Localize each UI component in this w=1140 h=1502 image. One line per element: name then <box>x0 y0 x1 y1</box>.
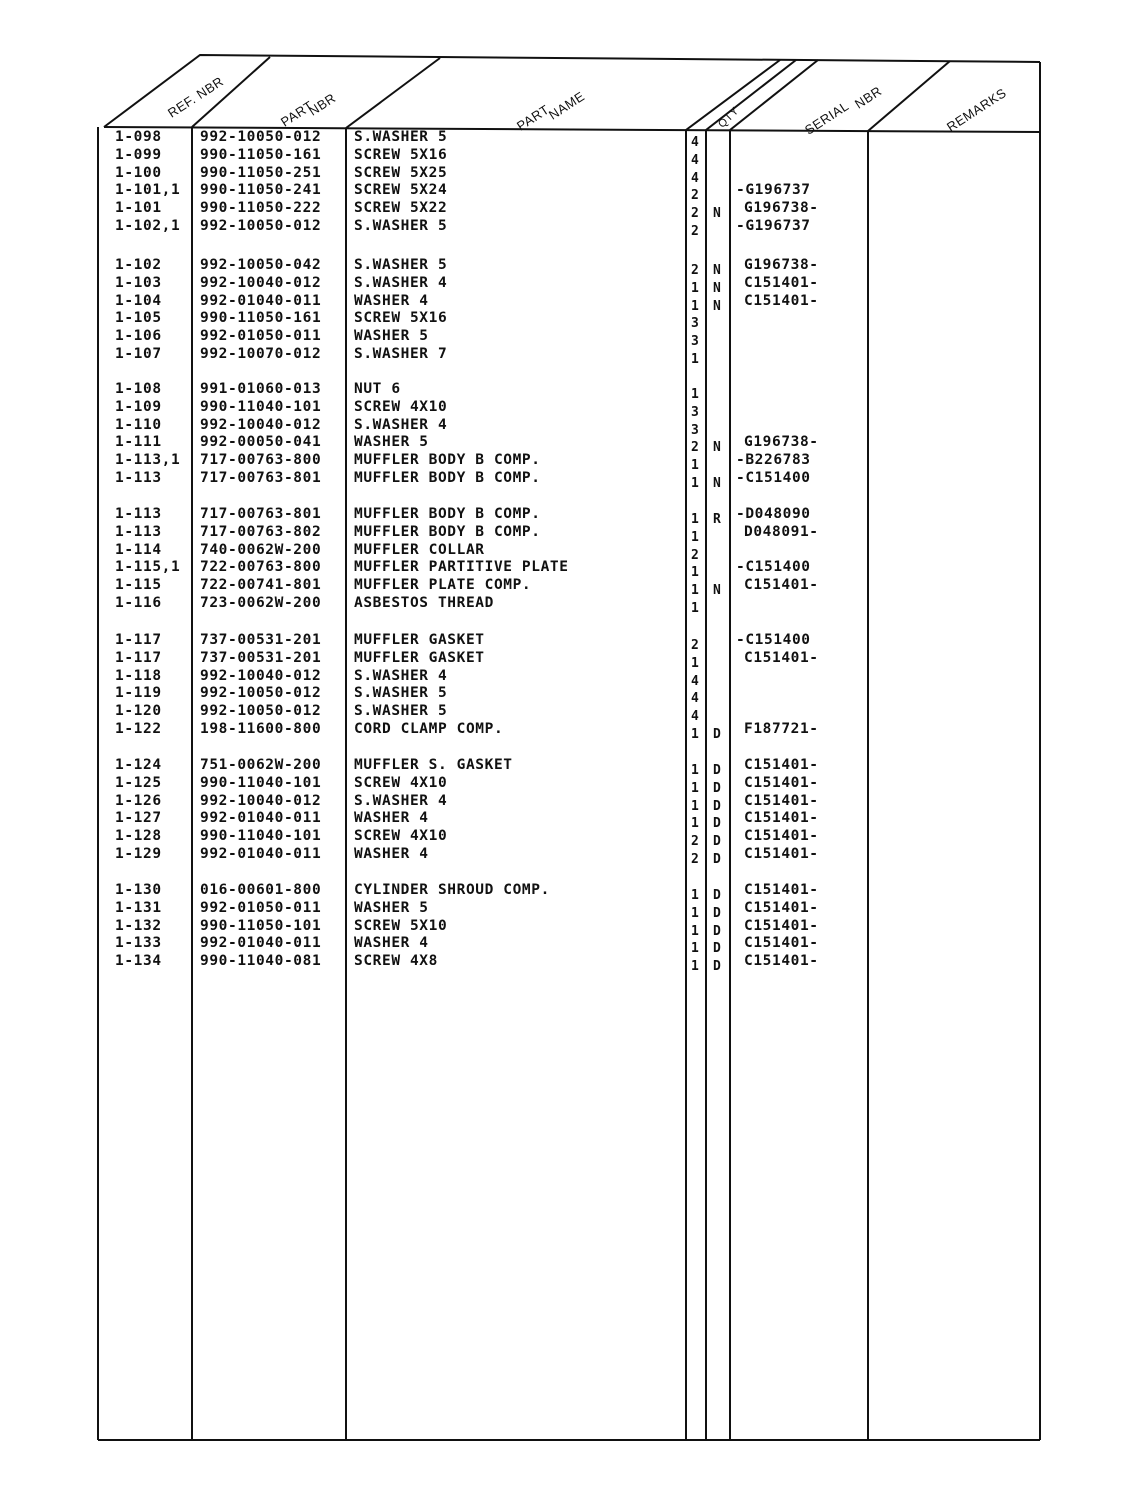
serial-nbr-cell: D048091- <box>744 523 819 540</box>
qty-cell: 1 <box>691 512 700 527</box>
ref-nbr-cell: 1-109 <box>115 398 162 415</box>
part-nbr-cell: 992-01040-011 <box>200 846 322 862</box>
part-name-cell: SCREW 5X10 <box>354 917 448 934</box>
qty-cell: 3 <box>691 316 700 332</box>
ref-nbr-cell: 1-110 <box>115 416 162 433</box>
part-nbr-cell: 198-11600-800 <box>200 721 322 737</box>
part-nbr-cell: 990-11040-081 <box>200 953 322 970</box>
part-nbr-cell: 992-10040-012 <box>200 416 322 433</box>
change-code-cell: N <box>713 263 722 278</box>
part-name-cell: SCREW 4X8 <box>354 953 438 970</box>
change-code-cell: N <box>713 298 722 314</box>
part-nbr-cell: 992-10050-012 <box>200 129 322 145</box>
part-name-cell: ASBESTOS THREAD <box>354 595 494 611</box>
serial-nbr-cell: C151401- <box>744 882 819 898</box>
ref-nbr-cell: 1-131 <box>115 899 162 916</box>
qty-cell: 1 <box>691 798 700 814</box>
qty-cell: 3 <box>691 422 700 438</box>
part-nbr-cell: 722-00763-800 <box>200 559 322 576</box>
qty-cell: 1 <box>691 763 700 778</box>
part-nbr-cell: 992-10070-012 <box>200 346 322 362</box>
part-nbr-cell: 722-00741-801 <box>200 577 322 594</box>
qty-cell: 1 <box>691 565 700 581</box>
qty-cell: 1 <box>691 959 700 975</box>
part-name-cell: S.WASHER 5 <box>354 129 448 145</box>
part-name-cell: SCREW 5X22 <box>354 200 448 217</box>
part-nbr-cell: 990-11050-161 <box>200 310 322 327</box>
change-code-cell: N <box>713 280 722 296</box>
part-nbr-cell: 990-11050-101 <box>200 917 322 934</box>
qty-cell: 2 <box>691 834 700 850</box>
qty-cell: 3 <box>691 334 700 350</box>
part-name-cell: MUFFLER PARTITIVE PLATE <box>354 559 569 576</box>
ref-nbr-cell: 1-115 <box>115 577 162 594</box>
qty-cell: 2 <box>691 852 700 867</box>
qty-cell: 1 <box>691 298 700 314</box>
part-name-cell: MUFFLER BODY B COMP. <box>354 523 541 540</box>
ref-nbr-cell: 1-107 <box>115 346 162 362</box>
part-nbr-cell: 990-11050-241 <box>200 182 322 199</box>
qty-cell: 4 <box>691 691 700 707</box>
ref-nbr-cell: 1-113,1 <box>115 452 181 469</box>
change-code-cell: N <box>713 476 722 491</box>
serial-nbr-cell: G196738- <box>744 257 819 273</box>
part-nbr-cell: 717-00763-802 <box>200 523 322 540</box>
qty-cell: 1 <box>691 941 700 957</box>
serial-nbr-cell: C151401- <box>744 953 819 970</box>
ref-nbr-cell: 1-133 <box>115 935 162 952</box>
serial-nbr-cell: -D048090 <box>736 506 811 522</box>
part-nbr-cell: 717-00763-801 <box>200 506 322 522</box>
ref-nbr-cell: 1-108 <box>115 381 162 397</box>
serial-nbr-cell: -C151400 <box>736 470 811 486</box>
ref-nbr-cell: 1-100 <box>115 164 162 181</box>
change-code-cell: D <box>713 834 722 850</box>
part-name-cell: WASHER 4 <box>354 810 429 827</box>
part-name-cell: MUFFLER BODY B COMP. <box>354 506 541 522</box>
header-ref-nbr: REF. NBR <box>165 73 227 121</box>
ref-nbr-cell: 1-117 <box>115 649 162 666</box>
change-code-cell: D <box>713 905 722 921</box>
header-qty: QTY <box>716 104 742 131</box>
ref-nbr-cell: 1-128 <box>115 828 162 845</box>
part-nbr-cell: 992-10050-012 <box>200 218 322 234</box>
qty-cell: 1 <box>691 727 700 742</box>
part-nbr-cell: 992-10040-012 <box>200 792 322 809</box>
ref-nbr-cell: 1-102 <box>115 257 162 273</box>
serial-nbr-cell: G196738- <box>744 200 819 217</box>
ref-nbr-cell: 1-124 <box>115 757 162 773</box>
header-part-nbr-part: PART <box>278 97 316 130</box>
change-code-cell: N <box>713 583 722 599</box>
qty-cell: 1 <box>691 923 700 939</box>
serial-nbr-cell: C151401- <box>744 828 819 845</box>
qty-cell: 1 <box>691 816 700 832</box>
part-name-cell: MUFFLER GASKET <box>354 632 485 648</box>
header-serial-nbr-serial: SERIAL <box>802 98 852 138</box>
ref-nbr-cell: 1-104 <box>115 292 162 309</box>
qty-cell: 2 <box>691 224 700 239</box>
header-part-name-part: PART <box>514 101 552 134</box>
serial-nbr-cell: G196738- <box>744 434 819 451</box>
part-nbr-cell: 991-01060-013 <box>200 381 322 397</box>
serial-nbr-cell: -C151400 <box>736 559 811 576</box>
qty-cell: 1 <box>691 888 700 903</box>
change-code-cell: D <box>713 816 722 832</box>
ref-nbr-cell: 1-106 <box>115 328 162 345</box>
part-nbr-cell: 992-10050-042 <box>200 257 322 273</box>
change-code-cell: D <box>713 941 722 957</box>
qty-cell: 2 <box>691 188 700 204</box>
header-part-name-name: NAME <box>546 88 588 123</box>
qty-cell: 3 <box>691 404 700 420</box>
ref-nbr-cell: 1-101,1 <box>115 182 181 199</box>
part-name-cell: MUFFLER GASKET <box>354 649 485 666</box>
qty-cell: 4 <box>691 152 700 168</box>
serial-nbr-cell: C151401- <box>744 792 819 809</box>
qty-cell: 1 <box>691 387 700 402</box>
ref-nbr-cell: 1-099 <box>115 146 162 163</box>
ref-nbr-cell: 1-130 <box>115 882 162 898</box>
part-name-cell: S.WASHER 5 <box>354 685 448 702</box>
change-code-cell: D <box>713 780 722 796</box>
part-nbr-cell: 992-01050-011 <box>200 328 322 345</box>
ref-nbr-cell: 1-101 <box>115 200 162 217</box>
part-nbr-cell: 737-00531-201 <box>200 649 322 666</box>
qty-cell: 1 <box>691 905 700 921</box>
part-name-cell: WASHER 4 <box>354 846 429 862</box>
ref-nbr-cell: 1-102,1 <box>115 218 181 234</box>
part-name-cell: S.WASHER 5 <box>354 703 448 720</box>
ref-nbr-cell: 1-129 <box>115 846 162 862</box>
qty-cell: 2 <box>691 547 700 563</box>
change-code-cell: N <box>713 206 722 222</box>
serial-nbr-cell: -C151400 <box>736 632 811 648</box>
qty-cell: 1 <box>691 280 700 296</box>
part-nbr-cell: 990-11050-251 <box>200 164 322 181</box>
change-code-cell: N <box>713 440 722 456</box>
part-nbr-cell: 992-10050-012 <box>200 685 322 702</box>
ref-nbr-cell: 1-113 <box>115 470 162 486</box>
qty-cell: 1 <box>691 583 700 599</box>
qty-cell: 1 <box>691 529 700 545</box>
change-code-cell: R <box>713 512 722 527</box>
ref-nbr-cell: 1-103 <box>115 274 162 291</box>
qty-cell: 2 <box>691 206 700 222</box>
header-remarks: REMARKS <box>944 85 1010 135</box>
part-name-cell: SCREW 5X25 <box>354 164 448 181</box>
part-nbr-cell: 990-11040-101 <box>200 828 322 845</box>
ref-nbr-cell: 1-117 <box>115 632 162 648</box>
ref-nbr-cell: 1-116 <box>115 595 162 611</box>
change-code-cell: D <box>713 852 722 867</box>
part-name-cell: CYLINDER SHROUD COMP. <box>354 882 550 898</box>
qty-cell: 4 <box>691 673 700 689</box>
ref-nbr-cell: 1-113 <box>115 523 162 540</box>
qty-cell: 4 <box>691 709 700 725</box>
ref-nbr-cell: 1-105 <box>115 310 162 327</box>
part-name-cell: SCREW 5X16 <box>354 146 448 163</box>
part-name-cell: SCREW 4X10 <box>354 828 448 845</box>
part-name-cell: WASHER 5 <box>354 899 429 916</box>
part-name-cell: MUFFLER BODY B COMP. <box>354 452 541 469</box>
change-code-cell: D <box>713 798 722 814</box>
part-name-cell: WASHER 5 <box>354 434 429 451</box>
part-nbr-cell: 717-00763-800 <box>200 452 322 469</box>
serial-nbr-cell: -G196737 <box>736 218 811 234</box>
ref-nbr-cell: 1-134 <box>115 953 162 970</box>
part-name-cell: MUFFLER S. GASKET <box>354 757 513 773</box>
part-nbr-cell: 717-00763-801 <box>200 470 322 486</box>
part-name-cell: MUFFLER COLLAR <box>354 541 485 558</box>
ref-nbr-cell: 1-115,1 <box>115 559 181 576</box>
change-code-cell: D <box>713 727 722 742</box>
ref-nbr-cell: 1-098 <box>115 129 162 145</box>
serial-nbr-cell: C151401- <box>744 846 819 862</box>
part-name-cell: WASHER 4 <box>354 292 429 309</box>
serial-nbr-cell: -G196737 <box>736 182 811 199</box>
qty-cell: 1 <box>691 352 700 367</box>
qty-cell: 1 <box>691 601 700 616</box>
change-code-cell: D <box>713 763 722 778</box>
ref-nbr-cell: 1-113 <box>115 506 162 522</box>
part-name-cell: S.WASHER 4 <box>354 274 448 291</box>
part-nbr-cell: 992-01040-011 <box>200 935 322 952</box>
qty-cell: 1 <box>691 458 700 474</box>
part-nbr-cell: 992-01050-011 <box>200 899 322 916</box>
part-name-cell: S.WASHER 4 <box>354 792 448 809</box>
part-nbr-cell: 992-10040-012 <box>200 667 322 684</box>
part-name-cell: S.WASHER 4 <box>354 416 448 433</box>
qty-cell: 4 <box>691 135 700 150</box>
part-name-cell: SCREW 5X24 <box>354 182 448 199</box>
header-serial-nbr-nbr: NBR <box>852 83 885 112</box>
qty-cell: 2 <box>691 440 700 456</box>
part-name-cell: MUFFLER BODY B COMP. <box>354 470 541 486</box>
serial-nbr-cell: C151401- <box>744 899 819 916</box>
qty-cell: 1 <box>691 476 700 491</box>
part-nbr-cell: 990-11040-101 <box>200 398 322 415</box>
serial-nbr-cell: C151401- <box>744 649 819 666</box>
change-code-cell: D <box>713 923 722 939</box>
part-name-cell: WASHER 5 <box>354 328 429 345</box>
part-name-cell: WASHER 4 <box>354 935 429 952</box>
part-name-cell: MUFFLER PLATE COMP. <box>354 577 532 594</box>
ref-nbr-cell: 1-132 <box>115 917 162 934</box>
part-nbr-cell: 992-00050-041 <box>200 434 322 451</box>
serial-nbr-cell: F187721- <box>744 721 819 737</box>
part-name-cell: CORD CLAMP COMP. <box>354 721 504 737</box>
serial-nbr-cell: C151401- <box>744 810 819 827</box>
part-nbr-cell: 751-0062W-200 <box>200 757 322 773</box>
part-nbr-cell: 992-01040-011 <box>200 810 322 827</box>
ref-nbr-cell: 1-127 <box>115 810 162 827</box>
part-name-cell: SCREW 5X16 <box>354 310 448 327</box>
ref-nbr-cell: 1-126 <box>115 792 162 809</box>
ref-nbr-cell: 1-111 <box>115 434 162 451</box>
ref-nbr-cell: 1-120 <box>115 703 162 720</box>
ref-nbr-cell: 1-125 <box>115 774 162 791</box>
qty-cell: 2 <box>691 263 700 278</box>
part-nbr-cell: 016-00601-800 <box>200 882 322 898</box>
part-name-cell: SCREW 4X10 <box>354 774 448 791</box>
qty-cell: 4 <box>691 170 700 186</box>
serial-nbr-cell: C151401- <box>744 292 819 309</box>
ref-nbr-cell: 1-118 <box>115 667 162 684</box>
qty-cell: 1 <box>691 780 700 796</box>
part-name-cell: SCREW 4X10 <box>354 398 448 415</box>
part-name-cell: NUT 6 <box>354 381 401 397</box>
serial-nbr-cell: C151401- <box>744 577 819 594</box>
part-nbr-cell: 992-10050-012 <box>200 703 322 720</box>
part-nbr-cell: 990-11050-222 <box>200 200 322 217</box>
serial-nbr-cell: C151401- <box>744 274 819 291</box>
header-part-nbr-nbr: NBR <box>306 90 339 119</box>
part-nbr-cell: 740-0062W-200 <box>200 541 322 558</box>
ref-nbr-cell: 1-114 <box>115 541 162 558</box>
serial-nbr-cell: C151401- <box>744 774 819 791</box>
change-code-cell: D <box>713 888 722 903</box>
serial-nbr-cell: C151401- <box>744 757 819 773</box>
part-nbr-cell: 737-00531-201 <box>200 632 322 648</box>
ref-nbr-cell: 1-119 <box>115 685 162 702</box>
serial-nbr-cell: C151401- <box>744 935 819 952</box>
change-code-cell: D <box>713 959 722 975</box>
part-nbr-cell: 990-11050-161 <box>200 146 322 163</box>
ref-nbr-cell: 1-122 <box>115 721 162 737</box>
serial-nbr-cell: C151401- <box>744 917 819 934</box>
part-nbr-cell: 990-11040-101 <box>200 774 322 791</box>
part-name-cell: S.WASHER 7 <box>354 346 448 362</box>
part-name-cell: S.WASHER 4 <box>354 667 448 684</box>
part-nbr-cell: 992-10040-012 <box>200 274 322 291</box>
part-nbr-cell: 992-01040-011 <box>200 292 322 309</box>
part-nbr-cell: 723-0062W-200 <box>200 595 322 611</box>
serial-nbr-cell: -B226783 <box>736 452 811 469</box>
qty-cell: 1 <box>691 655 700 671</box>
qty-cell: 2 <box>691 638 700 653</box>
part-name-cell: S.WASHER 5 <box>354 218 448 234</box>
part-name-cell: S.WASHER 5 <box>354 257 448 273</box>
